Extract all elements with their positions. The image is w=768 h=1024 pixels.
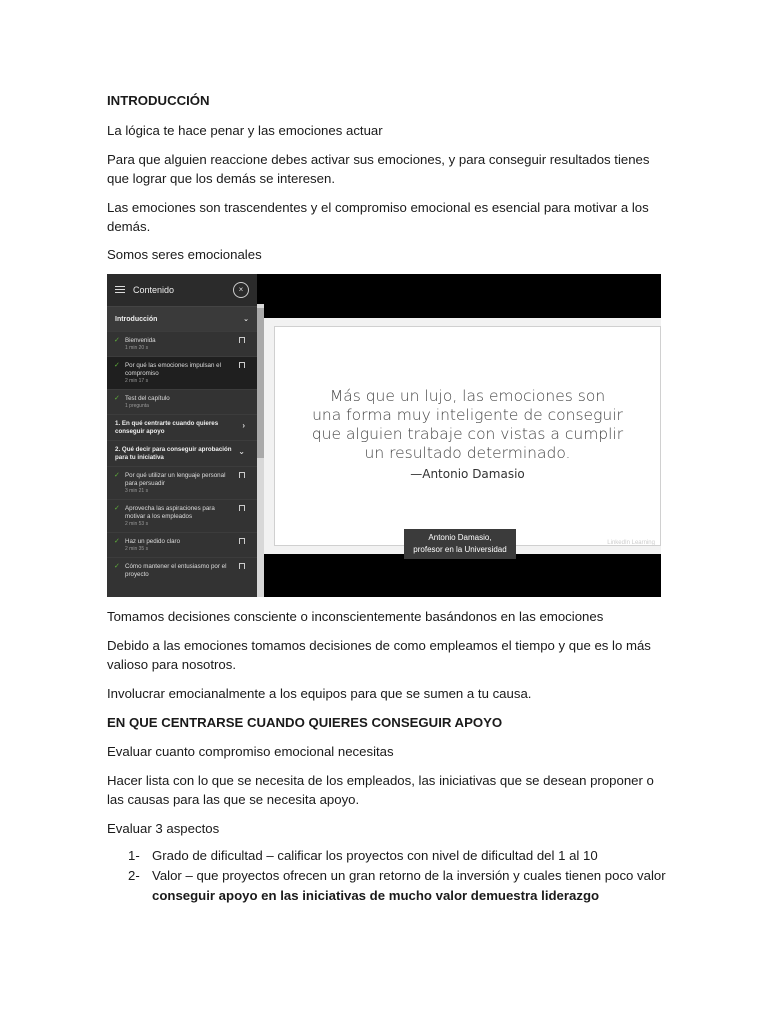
list-item-bold-text: conseguir apoyo en las iniciativas de mucho valor demuestra liderazgo: [152, 888, 600, 903]
quote-line: que alguien trabaje con vistas a cumplir: [311, 425, 624, 443]
section-intro: [107, 306, 257, 331]
section-title: 1. En qué centrarte cuando quieres conseguir apoyo: [115, 420, 219, 435]
quote-slide: [274, 326, 661, 546]
paragraph: Para que alguien reaccione debes activar sus emociones, y para conseguir resultados tienes que lograr que los demás se interesen.: [107, 152, 650, 186]
video-frame: [264, 318, 661, 554]
paragraph: Evaluar cuanto compromiso emocional necesitas: [107, 744, 394, 759]
lesson-item: [107, 331, 257, 356]
lesson-title: Cómo mantener el entusiasmo por el proyecto: [125, 563, 227, 578]
heading-introduccion: INTRODUCCIÓN: [107, 93, 210, 108]
lesson-duration: 2 min 17 s: [125, 378, 149, 384]
check-icon: ✓: [114, 337, 120, 344]
lesson-title: Bienvenida: [125, 337, 156, 344]
quote-line: Más que un lujo, las emociones son: [329, 387, 606, 405]
heading-conseguir-apoyo: EN QUE CENTRARSE CUANDO QUIERES CONSEGUIR APOYO: [107, 715, 503, 730]
quote-author: —Antonio Damasio: [410, 467, 525, 481]
paragraph: Evaluar 3 aspectos: [107, 821, 220, 836]
lesson-item: [107, 557, 257, 583]
quote-line: un resultado determinado.: [364, 444, 571, 462]
check-icon: ✓: [114, 563, 120, 570]
paragraph: Tomamos decisiones consciente o inconscientemente basándonos en las emociones: [107, 609, 604, 624]
bookmark-icon: [239, 563, 245, 569]
paragraph: Debido a las emociones tomamos decisiones de como empleamos el tiempo y que es lo más valioso para nosotros.: [107, 638, 651, 672]
lesson-title: Aprovecha las aspiraciones para motivar a los empleados: [125, 505, 215, 520]
watermark-logo: LinkedIn Learning: [607, 540, 655, 546]
section-title: Introducción: [115, 315, 158, 323]
bookmark-icon: [239, 337, 245, 343]
check-icon: ✓: [114, 395, 120, 402]
lesson-title: Por qué utilizar un lenguaje personal para persuadir: [125, 472, 226, 487]
lesson-item: [107, 532, 257, 557]
section-title: 2. Qué decir para conseguir aprobación para tu iniciativa: [115, 446, 232, 461]
caption-line: profesor en la Universidad: [413, 545, 507, 554]
course-sidebar: [107, 274, 257, 597]
quote-text: [275, 387, 660, 463]
list-item-text: Grado de dificultad – calificar los proyectos con nivel de dificultad del 1 al 10: [152, 848, 598, 863]
chevron-down-icon: ⌄: [238, 447, 245, 456]
check-icon: ✓: [114, 538, 120, 545]
lesson-title: Haz un pedido claro: [125, 538, 181, 545]
bookmark-icon: [239, 505, 245, 511]
sidebar-header: [107, 274, 257, 306]
lesson-duration: 3 min 21 s: [125, 488, 149, 494]
bookmark-icon: [239, 538, 245, 544]
list-number: 2-: [128, 868, 140, 883]
check-icon: ✓: [114, 362, 120, 369]
paragraph: La lógica te hace penar y las emociones actuar: [107, 123, 383, 138]
quote-line: una forma muy inteligente de conseguir: [312, 406, 623, 424]
chevron-down-icon: ⌄: [243, 316, 249, 323]
paragraph: Hacer lista con lo que se necesita de los empleados, las iniciativas que se desean proponer o las causas para las que se necesita apoyo.: [107, 773, 654, 807]
caption-line: Antonio Damasio,: [428, 533, 492, 542]
lesson-item: [107, 466, 257, 499]
check-icon: ✓: [114, 472, 120, 479]
lesson-duration: 2 min 53 s: [125, 521, 149, 527]
menu-icon: [115, 286, 125, 294]
lesson-item: [107, 499, 257, 532]
lesson-item: [107, 389, 257, 414]
lesson-duration: 1 min 20 s: [125, 345, 149, 351]
lesson-title: Test del capítulo: [125, 395, 170, 402]
lesson-duration: 1 pregunta: [125, 403, 149, 409]
speaker-caption: [404, 529, 516, 559]
section-2: [107, 440, 257, 466]
bookmark-icon: [239, 362, 245, 368]
check-icon: ✓: [114, 505, 120, 512]
chevron-right-icon: ›: [242, 421, 245, 430]
lesson-title: Por qué las emociones impulsan el compromiso: [125, 362, 221, 377]
list-item: [107, 866, 667, 906]
aspects-list: [107, 846, 667, 906]
embedded-course-screenshot: [107, 274, 661, 597]
list-item: [107, 846, 667, 866]
paragraph: Somos seres emocionales: [107, 247, 262, 262]
bookmark-icon: [239, 472, 245, 478]
list-item-text: Valor – que proyectos ofrecen un gran retorno de la inversión y cuales tienen poco valor: [152, 868, 666, 883]
paragraph: Las emociones son trascendentes y el compromiso emocional es esencial para motivar a los demás.: [107, 200, 649, 234]
section-1: [107, 414, 257, 440]
scrollbar-thumb: [257, 308, 264, 458]
paragraph: Involucrar emocianalmente a los equipos para que se sumen a tu causa.: [107, 686, 532, 701]
close-icon: ×: [233, 282, 249, 298]
sidebar-title: Contenido: [133, 285, 175, 295]
list-number: 1-: [128, 848, 140, 863]
lesson-item-active: [107, 356, 257, 389]
lesson-duration: 2 min 35 s: [125, 546, 149, 552]
